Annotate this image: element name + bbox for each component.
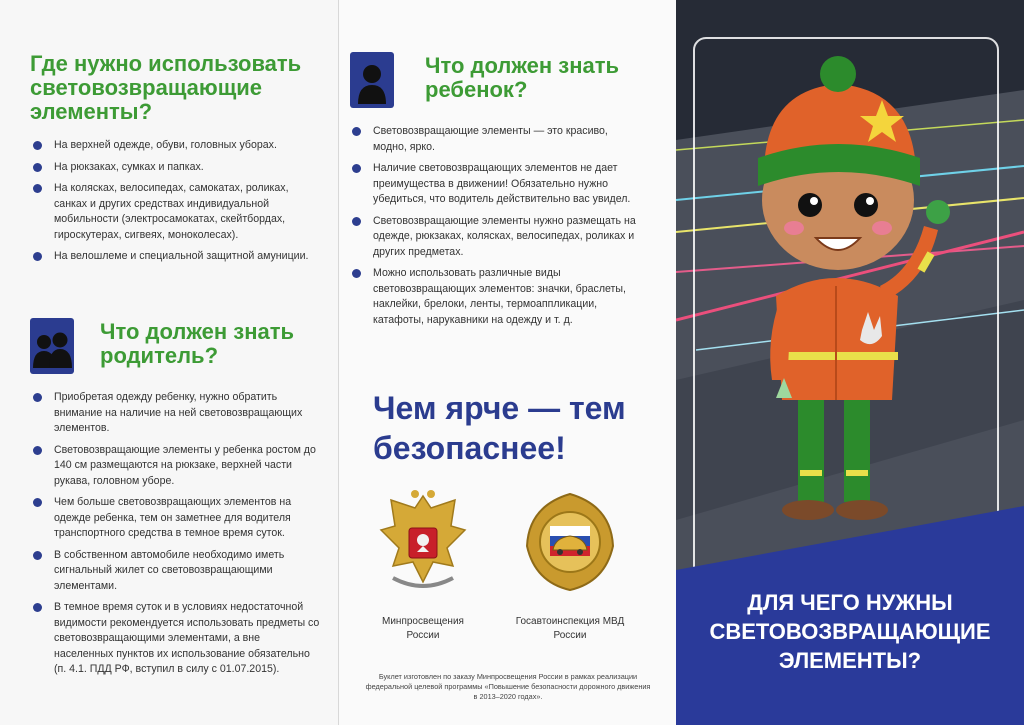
list-item: Можно использовать различные виды световозвращающих элементов: значки, браслеты, наклейки, брелоки, ленты, термоаппликации, катафоты, нарукавники на одежду и т. д. xyxy=(349,266,639,328)
gosavtoinspektsiya-logo xyxy=(515,486,625,643)
list-item: Чем больше световозвращающих элементов на одежде ребенка, тем он заметнее для водителя транспортного средства в темное время суток. xyxy=(30,495,320,542)
child-list xyxy=(349,124,639,334)
list-item: Наличие световозвращающих элементов не дает преимущества в движении! Обязательно нужно убедиться, что водитель действительно вас увидел. xyxy=(349,161,639,208)
slogan-line-2: безопаснее! xyxy=(373,430,566,466)
list-item: На велошлеме и специальной защитной амуниции. xyxy=(30,249,320,265)
list-item: На рюкзаках, сумках и папках. xyxy=(30,160,320,176)
cover-panel xyxy=(676,0,1024,725)
eagle-emblem-icon xyxy=(373,486,473,596)
list-item: На колясках, велосипедах, самокатах, роликах, санках и других средствах индивидуальной мобильности (электросамокатах, скейтбордах, гироскутерах, сигвеях, моноколесах). xyxy=(30,181,320,243)
logo1-label: Минпросвещения России xyxy=(382,616,464,641)
where-list xyxy=(30,138,320,265)
parents-icon xyxy=(30,318,74,374)
parent-list xyxy=(30,390,320,684)
where-section xyxy=(30,52,320,271)
middle-panel xyxy=(338,0,676,725)
list-item: Световозвращающие элементы у ребенка ростом до 140 см размещаются на рюкзаке, верхней части рукава, головном уборе. xyxy=(30,443,320,490)
slogan xyxy=(373,388,663,468)
child-icon xyxy=(350,52,394,108)
list-item: В темное время суток и в условиях недостаточной видимости рекомендуется использовать предметы со световозвращающими элементами, а вне населенных пунктов их использование обязательно (п. 4.1. ПДД РФ, вступил в силу с 01.07.2015). xyxy=(30,600,320,678)
police-badge-icon xyxy=(515,486,625,596)
where-title: Где нужно использовать световозвращающие элементы? xyxy=(30,51,302,124)
minprosvescheniya-logo xyxy=(373,486,473,643)
left-panel xyxy=(0,0,338,725)
child-title: Что должен знать ребенок? xyxy=(425,53,620,102)
list-item: В собственном автомобиле необходимо иметь сигнальный жилет со световозвращающими элементами. xyxy=(30,548,320,595)
slogan-line-1: Чем ярче — тем xyxy=(373,390,626,426)
list-item: Приобретая одежду ребенку, нужно обратить внимание на наличие на ней световозвращающих элементов. xyxy=(30,390,320,437)
footer-note: Буклет изготовлен по заказу Минпросвещения России в рамках реализации федеральной целевой программы «Повышение безопасности дорожного движения в 2013–2020 годах». xyxy=(365,672,651,701)
logo2-label: Госавтоинспекция МВД России xyxy=(515,616,625,641)
list-item: На верхней одежде, обуви, головных уборах. xyxy=(30,138,320,154)
list-item: Световозвращающие элементы — это красиво, модно, ярко. xyxy=(349,124,639,155)
list-item: Световозвращающие элементы нужно размещать на одежде, рюкзаках, колясках, велосипедах, роликах и других предметах. xyxy=(349,214,639,261)
parent-title: Что должен знать родитель? xyxy=(100,319,295,368)
cover-title: ДЛЯ ЧЕГО НУЖНЫ СВЕТОВОЗВРАЩАЮЩИЕ ЭЛЕМЕНТЫ? xyxy=(709,590,991,673)
